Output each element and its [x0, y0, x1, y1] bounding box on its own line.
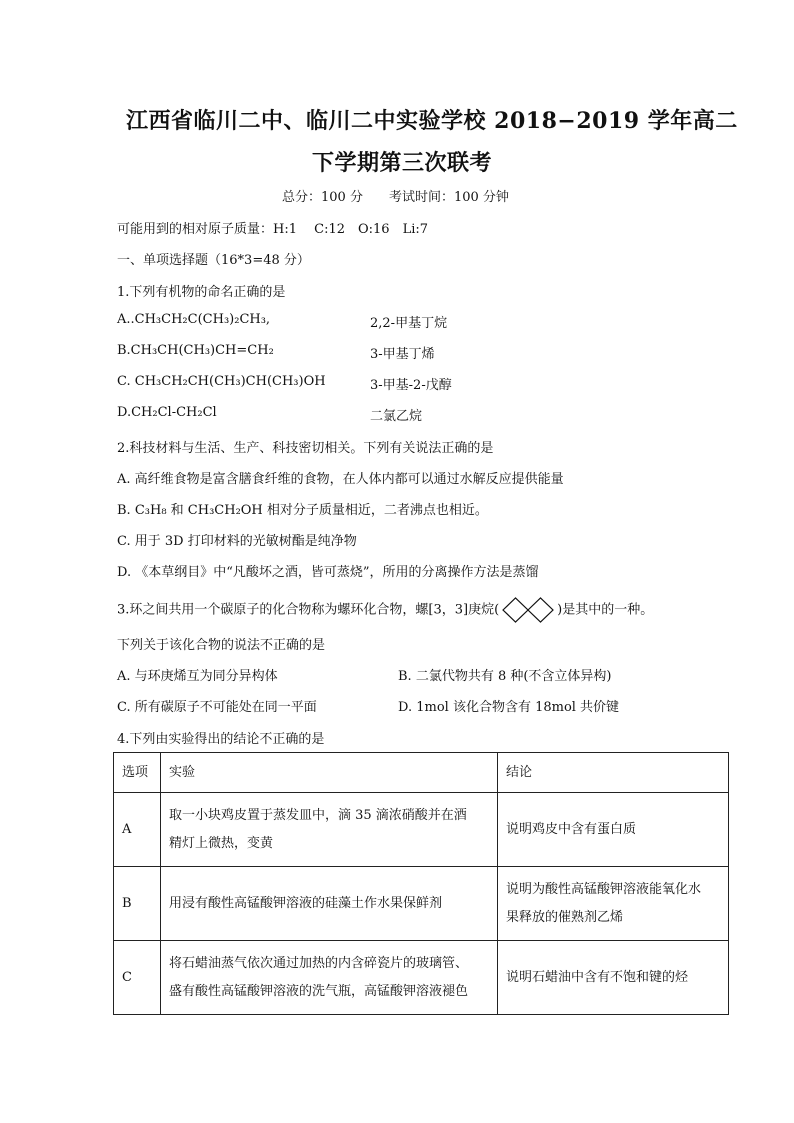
header-experiment: 实验 — [161, 753, 498, 793]
row-option: A — [114, 793, 161, 867]
row-experiment — [161, 867, 498, 941]
q3-option-c: C. 所有碳原子不可能处在同一平面 — [117, 700, 317, 715]
q3-stem-before: 3.环之间共用一个碳原子的化合物称为螺环化合物，螺[3，3]庚烷( — [117, 602, 500, 618]
q2-option-a: A. 高纤维食物是富含膳食纤维的食物，在人体内都可以通过水解反应提供能量 — [117, 472, 564, 487]
row-experiment — [161, 793, 498, 867]
q3-option-b: B. 二氯代物共有 8 种(不含立体异构) — [398, 669, 612, 684]
experiment-line: 取一小块鸡皮置于蒸发皿中，滴 35 滴浓硝酸并在酒 — [169, 807, 467, 823]
q3-option-d: D. 1mol 该化合物含有 18mol 共价键 — [398, 700, 620, 715]
row-option: C — [114, 941, 161, 1015]
row-conclusion — [498, 867, 729, 941]
q1-option-b-name: 3-甲基丁烯 — [370, 347, 435, 362]
row-conclusion — [498, 793, 729, 867]
q2-option-b: B. C₃H₈ 和 CH₃CH₂OH 相对分子质量相近，二者沸点也相近。 — [117, 503, 488, 518]
conclusion-line: 说明石蜡油中含有不饱和键的烃 — [506, 969, 689, 985]
q3-option-a: A. 与环庚烯互为同分异构体 — [117, 669, 278, 684]
q1-option-d-name: 二氯乙烷 — [370, 409, 423, 424]
document-title-line1: 江西省临川二中、临川二中实验学校 2018−2019 学年高二 — [126, 108, 738, 134]
q2-option-c: C. 用于 3D 打印材料的光敏树酯是纯净物 — [117, 534, 357, 549]
header-option: 选项 — [114, 753, 161, 793]
conclusion-line: 说明鸡皮中含有蛋白质 — [506, 821, 637, 837]
experiment-line: 用浸有酸性高锰酸钾溶液的硅藻土作水果保鲜剂 — [169, 895, 443, 911]
q2-option-d: D. 《本草纲目》中“凡酸坏之酒，皆可蒸烧”，所用的分离操作方法是蒸馏 — [117, 565, 539, 580]
q1-option-c-formula: C. CH₃CH₂CH(CH₃)CH(CH₃)OH — [117, 374, 326, 389]
experiment-table — [113, 752, 729, 1015]
row-option: B — [114, 867, 161, 941]
document-title-line2: 下学期第三次联考 — [312, 150, 493, 176]
conclusion-line: 果释放的催熟剂乙烯 — [506, 909, 624, 925]
experiment-line: 将石蜡油蒸气依次通过加热的内含碎瓷片的玻璃管、 — [169, 955, 469, 971]
section-heading: 一、单项选择题（16*3=48 分） — [117, 253, 310, 268]
header-conclusion: 结论 — [498, 753, 729, 793]
conclusion-line: 说明为酸性高锰酸钾溶液能氧化水 — [506, 881, 702, 897]
row-conclusion — [498, 941, 729, 1015]
q1-option-b-formula: B.CH₃CH(CH₃)CH=CH₂ — [117, 343, 274, 358]
table-row — [114, 867, 729, 941]
q1-stem: 1.下列有机物的命名正确的是 — [117, 285, 286, 300]
atomic-masses: 可能用到的相对原子质量：H:1 C:12 O:16 Li:7 — [117, 222, 429, 237]
q2-stem: 2.科技材料与生活、生产、科技密切相关。下列有关说法正确的是 — [117, 441, 494, 456]
q1-option-a-formula: A..CH₃CH₂C(CH₃)₂CH₃, — [117, 312, 271, 327]
q1-option-d-formula: D.CH₂Cl-CH₂Cl — [117, 405, 217, 420]
q4-stem: 4.下列由实验得出的结论不正确的是 — [117, 732, 325, 747]
row-experiment — [161, 941, 498, 1015]
table-row — [114, 941, 729, 1015]
q3-stem-after: )是其中的一种。 — [557, 602, 654, 618]
q3-sub-stem: 下列关于该化合物的说法不正确的是 — [117, 638, 326, 653]
q1-option-c-name: 3-甲基-2-戊醇 — [370, 378, 452, 393]
q1-option-a-name: 2,2-甲基丁烷 — [370, 316, 448, 331]
experiment-line: 精灯上微热，变黄 — [169, 835, 274, 851]
table-row — [114, 793, 729, 867]
exam-meta: 总分：100 分 考试时间：100 分钟 — [282, 190, 509, 205]
experiment-line: 盛有酸性高锰酸钾溶液的洗气瓶，高锰酸钾溶液褪色 — [169, 983, 469, 999]
spiroheptane-structure-icon — [500, 597, 556, 623]
table-header-row — [114, 753, 729, 793]
q3-stem — [117, 597, 653, 623]
